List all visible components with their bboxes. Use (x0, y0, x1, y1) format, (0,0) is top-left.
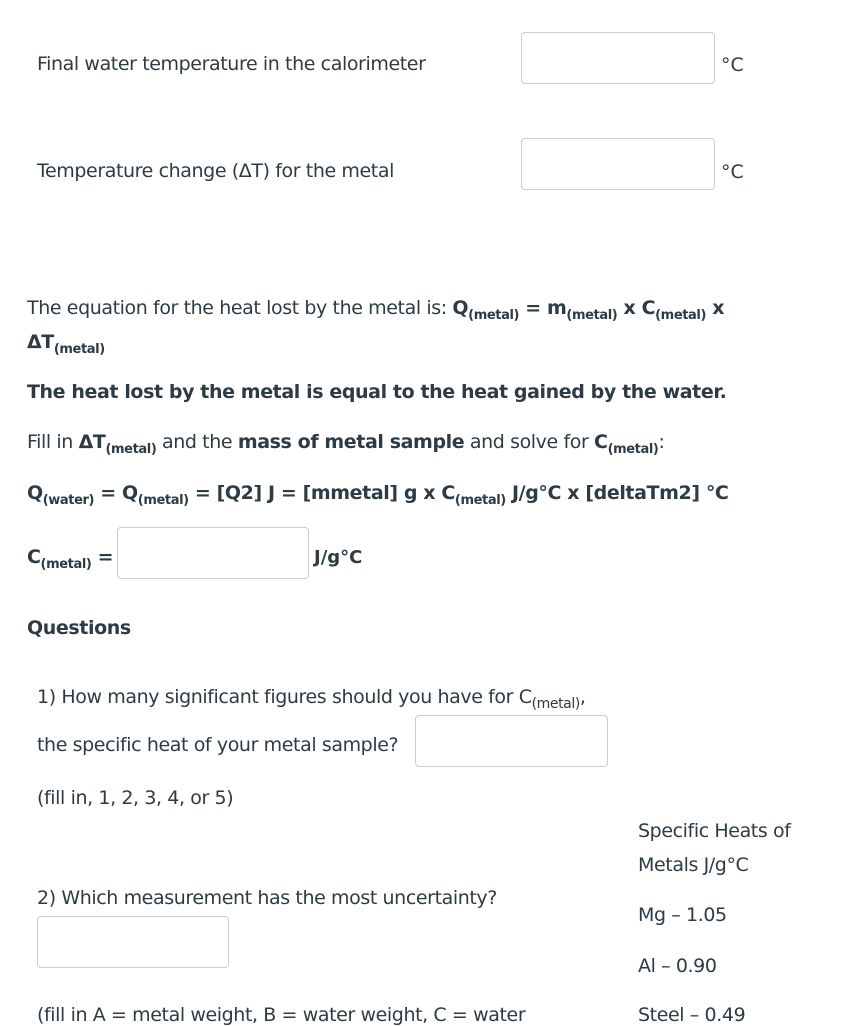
q2-line-1: 2) Which measurement has the most uncertainty? (37, 887, 497, 909)
equation-line-2 (27, 331, 105, 357)
equation-intro: The equation for the heat lost by the metal is: (27, 297, 453, 319)
q1-comma: , (579, 686, 586, 708)
fill-in-delta-t: ΔT (78, 431, 106, 453)
c-metal-unit: J/g°C (314, 547, 363, 568)
fill-in-mass: mass of metal sample (237, 431, 465, 453)
final-temp-input[interactable] (521, 32, 715, 84)
fill-in-instruction (27, 431, 665, 457)
q1-sub: (metal) (531, 696, 580, 712)
equation-q-sub: (metal) (468, 308, 520, 323)
q1-line-3: (fill in, 1, 2, 3, 4, or 5) (37, 787, 234, 809)
c-metal-input[interactable] (117, 527, 309, 579)
formula-rest2: J/g°C x [deltaTm2] °C (505, 482, 729, 504)
q2-line-3: (fill in A = metal weight, B = water weight, C = water (37, 1004, 526, 1026)
fill-in-mid: and the (156, 431, 238, 453)
heat-statement: The heat lost by the metal is equal to the heat gained by the water. (27, 381, 727, 403)
equation-line-1 (27, 297, 725, 323)
delta-t-input[interactable] (521, 138, 715, 190)
fill-in-c-sub: (metal) (607, 442, 659, 457)
delta-t-unit: °C (721, 161, 744, 183)
final-temp-unit: °C (721, 54, 744, 76)
specific-heat-steel: Steel – 0.49 (638, 1004, 746, 1026)
fill-in-prefix: Fill in (27, 431, 79, 453)
formula-eq: = Q (94, 482, 138, 504)
formula-q: Q (27, 482, 43, 504)
equation-x1: x C (617, 297, 656, 319)
equation-eq: = m (519, 297, 567, 319)
c-metal-label (27, 546, 114, 572)
q1-line-1 (37, 686, 586, 712)
equation-m-sub: (metal) (566, 308, 618, 323)
specific-heat-al: Al – 0.90 (638, 955, 717, 977)
formula-rest1: = [Q2] J = [mmetal] g x C (188, 482, 455, 504)
equation-delta-t: ΔT (27, 331, 54, 353)
formula-water-sub: (water) (42, 493, 95, 508)
delta-t-label: Temperature change (ΔT) for the metal (37, 160, 394, 182)
specific-heats-title-1: Specific Heats of (638, 820, 791, 842)
fill-in-c: C (594, 431, 608, 453)
c-metal-c: C (27, 546, 41, 568)
c-metal-sub: (metal) (40, 557, 92, 572)
specific-heat-mg: Mg – 1.05 (638, 904, 727, 926)
fill-in-mid2: and solve for (464, 431, 595, 453)
q2-input[interactable] (37, 916, 229, 968)
formula-metal-sub2: (metal) (454, 493, 506, 508)
equation-q: Q (452, 297, 469, 319)
questions-heading: Questions (27, 617, 131, 639)
q1-input[interactable] (415, 715, 608, 767)
fill-in-suffix: : (658, 431, 665, 453)
equation-x2: x (706, 297, 725, 319)
equation-dt-sub: (metal) (53, 342, 105, 357)
formula-metal-sub: (metal) (137, 493, 189, 508)
c-metal-eq: = (91, 546, 114, 568)
q1-line-2: the specific heat of your metal sample? (37, 734, 399, 756)
final-temp-label: Final water temperature in the calorimeter (37, 53, 426, 75)
q1-text: 1) How many significant figures should you have for C (37, 686, 532, 708)
equation-c-sub: (metal) (655, 308, 707, 323)
formula-line (27, 482, 729, 508)
fill-in-dt-sub: (metal) (105, 442, 157, 457)
specific-heats-title-2: Metals J/g°C (638, 854, 749, 876)
